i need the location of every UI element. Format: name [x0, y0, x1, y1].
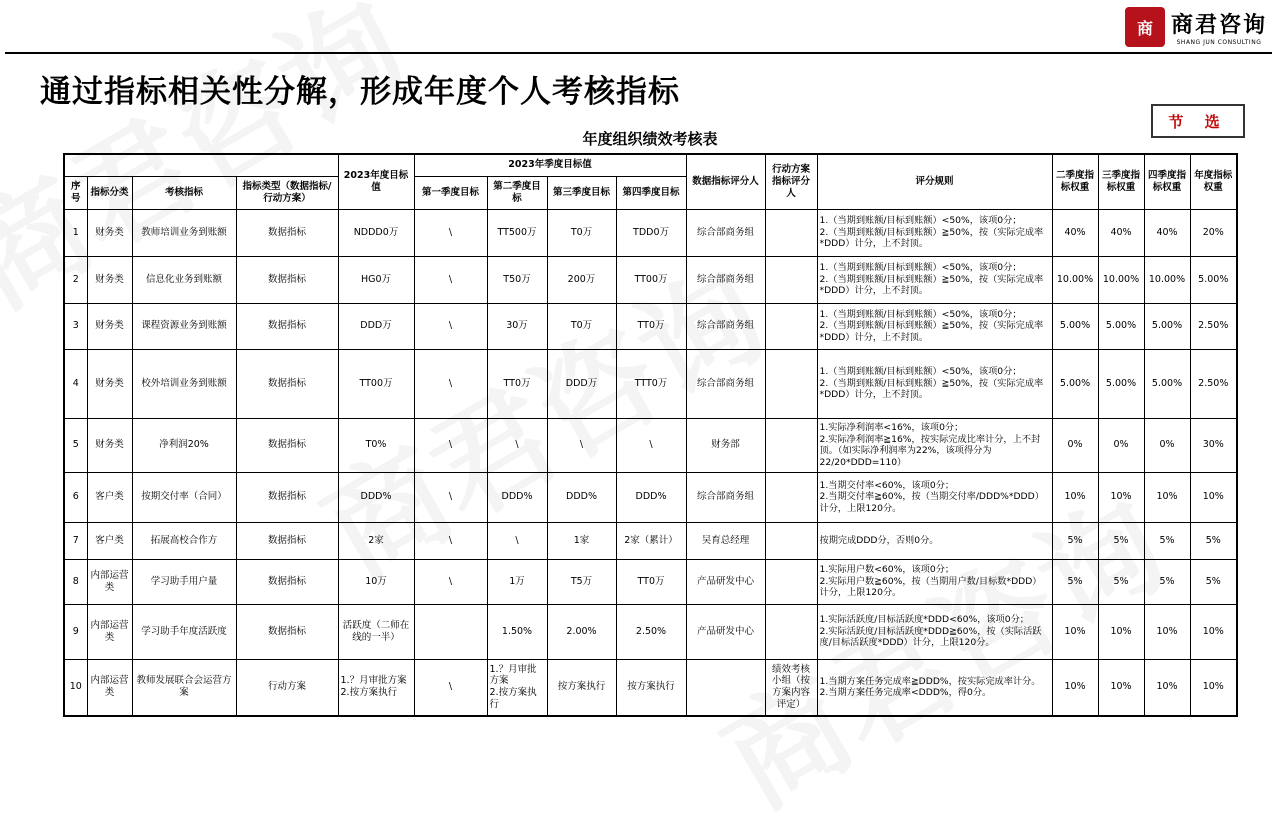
cell-indicator: 校外培训业务到账额 — [132, 349, 236, 418]
cell-indicator: 学习助手年度活跃度 — [132, 604, 236, 659]
cell-q4: 按方案执行 — [616, 659, 686, 716]
cell-q2: \ — [487, 418, 547, 472]
cell-q2: TT500万 — [487, 209, 547, 256]
cell-rule: 1.（当期到账额/目标到账额）<50%，该项0分； 2.（当期到账额/目标到账额）≧50%，按（实际完成率*DDD）计分，上不封顶。 — [817, 349, 1052, 418]
cell-q3: 按方案执行 — [547, 659, 616, 716]
cell-q2: T50万 — [487, 256, 547, 303]
cell-category: 内部运营类 — [87, 559, 132, 604]
cell-category: 内部运营类 — [87, 604, 132, 659]
cell-q2: TT0万 — [487, 349, 547, 418]
cell-action-eval — [765, 303, 817, 349]
cell-q3: 1家 — [547, 522, 616, 559]
cell-q3: 2.00% — [547, 604, 616, 659]
cell-category: 财务类 — [87, 303, 132, 349]
cell-annual: DDD% — [338, 472, 414, 522]
cell-wy: 10% — [1190, 472, 1237, 522]
cell-indicator: 教师培训业务到账额 — [132, 209, 236, 256]
cell-q3: T0万 — [547, 303, 616, 349]
cell-annual: 2家 — [338, 522, 414, 559]
cell-data-eval: 产品研发中心 — [686, 604, 765, 659]
cell-q3: T5万 — [547, 559, 616, 604]
cell-seq: 7 — [64, 522, 87, 559]
cell-q2: 1.？月审批方案 2.按方案执行 — [487, 659, 547, 716]
table-row — [64, 349, 1237, 418]
cell-wy: 2.50% — [1190, 349, 1237, 418]
cell-wy: 5% — [1190, 522, 1237, 559]
company-logo — [1125, 4, 1267, 50]
header-category: 指标分类 — [87, 176, 132, 209]
table-row — [64, 472, 1237, 522]
cell-annual: 1.？月审批方案 2.按方案执行 — [338, 659, 414, 716]
performance-table — [63, 153, 1238, 717]
cell-w2: 5.00% — [1052, 349, 1098, 418]
header-divider — [5, 52, 1272, 54]
cell-wy: 10% — [1190, 659, 1237, 716]
cell-seq: 10 — [64, 659, 87, 716]
cell-w3: 40% — [1098, 209, 1144, 256]
cell-q3: DDD% — [547, 472, 616, 522]
cell-rule: 1.实际活跃度/目标活跃度*DDD<60%，该项0分； 2.实际活跃度/目标活跃度*DDD≧60%，按（实际活跃度/目标活跃度*DDD）计分，上限120分。 — [817, 604, 1052, 659]
cell-w3: 10.00% — [1098, 256, 1144, 303]
cell-q3: 200万 — [547, 256, 616, 303]
cell-w2: 5% — [1052, 559, 1098, 604]
cell-q1: \ — [414, 349, 487, 418]
cell-wy: 30% — [1190, 418, 1237, 472]
cell-action-eval: 绩效考核小组（按方案内容评定） — [765, 659, 817, 716]
cell-w4: 10% — [1144, 659, 1190, 716]
cell-rule: 1.当期交付率<60%，该项0分； 2.当期交付率≧60%，按（当期交付率/DDD%*DDD）计分，上限120分。 — [817, 472, 1052, 522]
header-indicator: 考核指标 — [132, 176, 236, 209]
header-quarter-group: 2023年季度目标值 — [414, 154, 686, 176]
cell-q4: TT0万 — [616, 559, 686, 604]
cell-action-eval — [765, 209, 817, 256]
cell-q1: \ — [414, 559, 487, 604]
cell-q1: \ — [414, 522, 487, 559]
cell-data-eval: 吴育总经理 — [686, 522, 765, 559]
cell-seq: 3 — [64, 303, 87, 349]
cell-data-eval: 综合部商务组 — [686, 303, 765, 349]
table-row — [64, 303, 1237, 349]
cell-annual: T0% — [338, 418, 414, 472]
cell-type: 数据指标 — [236, 522, 338, 559]
cell-q4: \ — [616, 418, 686, 472]
header-w3: 三季度指标权重 — [1098, 154, 1144, 209]
cell-rule: 1.（当期到账额/目标到账额）<50%，该项0分； 2.（当期到账额/目标到账额）≧50%，按（实际完成率*DDD）计分，上不封顶。 — [817, 256, 1052, 303]
cell-q4: TDD0万 — [616, 209, 686, 256]
cell-w4: 10.00% — [1144, 256, 1190, 303]
cell-w4: 0% — [1144, 418, 1190, 472]
cell-category: 客户类 — [87, 522, 132, 559]
cell-rule: 1.（当期到账额/目标到账额）<50%，该项0分； 2.（当期到账额/目标到账额）≧50%，按（实际完成率*DDD）计分，上不封顶。 — [817, 303, 1052, 349]
cell-type: 数据指标 — [236, 303, 338, 349]
page-title: 通过指标相关性分解，形成年度个人考核指标 — [40, 74, 680, 110]
header-q1: 第一季度目标 — [414, 176, 487, 209]
header-seq: 序号 — [64, 176, 87, 209]
cell-annual: NDDD0万 — [338, 209, 414, 256]
header-annual-target: 2023年度目标值 — [338, 154, 414, 209]
cell-seq: 6 — [64, 472, 87, 522]
cell-seq: 9 — [64, 604, 87, 659]
cell-indicator: 净利润20% — [132, 418, 236, 472]
cell-q4: 2.50% — [616, 604, 686, 659]
cell-q4: TT0万 — [616, 303, 686, 349]
cell-q2: DDD% — [487, 472, 547, 522]
cell-q1: \ — [414, 209, 487, 256]
cell-type: 数据指标 — [236, 559, 338, 604]
table-title: 年度组织绩效考核表 — [582, 130, 718, 148]
header-q3: 第三季度目标 — [547, 176, 616, 209]
cell-annual: 10万 — [338, 559, 414, 604]
cell-q4: TT00万 — [616, 256, 686, 303]
cell-w3: 5.00% — [1098, 303, 1144, 349]
cell-category: 内部运营类 — [87, 659, 132, 716]
table-row — [64, 209, 1237, 256]
table-row — [64, 522, 1237, 559]
cell-action-eval — [765, 604, 817, 659]
cell-type: 数据指标 — [236, 418, 338, 472]
cell-w4: 5.00% — [1144, 349, 1190, 418]
cell-indicator: 教师发展联合会运营方案 — [132, 659, 236, 716]
cell-w2: 0% — [1052, 418, 1098, 472]
cell-w3: 10% — [1098, 659, 1144, 716]
cell-w2: 10% — [1052, 472, 1098, 522]
header-wy: 年度指标权重 — [1190, 154, 1237, 209]
cell-annual: 活跃度（二师在线的一半） — [338, 604, 414, 659]
header-w4: 四季度指标权重 — [1144, 154, 1190, 209]
cell-w2: 10% — [1052, 659, 1098, 716]
cell-w3: 5% — [1098, 559, 1144, 604]
cell-q1: \ — [414, 303, 487, 349]
cell-category: 财务类 — [87, 209, 132, 256]
cell-type: 数据指标 — [236, 604, 338, 659]
cell-q3: DDD万 — [547, 349, 616, 418]
cell-rule: 按期完成DDD分，否则0分。 — [817, 522, 1052, 559]
cell-action-eval — [765, 559, 817, 604]
table-row — [64, 604, 1237, 659]
cell-data-eval: 综合部商务组 — [686, 472, 765, 522]
cell-seq: 8 — [64, 559, 87, 604]
cell-wy: 2.50% — [1190, 303, 1237, 349]
cell-w3: 10% — [1098, 604, 1144, 659]
cell-w2: 40% — [1052, 209, 1098, 256]
cell-indicator: 学习助手用户量 — [132, 559, 236, 604]
header-w2: 二季度指标权重 — [1052, 154, 1098, 209]
cell-rule: 1.实际净利润率<16%，该项0分； 2.实际净利润率≧16%，按实际完成比率计分，上不封顶。（如实际净利润率为22%，该项得分为22/20*DDD=110） — [817, 418, 1052, 472]
cell-type: 行动方案 — [236, 659, 338, 716]
cell-w4: 5% — [1144, 522, 1190, 559]
cell-rule: 1.当期方案任务完成率≧DDD%，按实际完成率计分。 2.当期方案任务完成率<DDD%，得0分。 — [817, 659, 1052, 716]
cell-wy: 5% — [1190, 559, 1237, 604]
cell-q2: 1万 — [487, 559, 547, 604]
cell-w2: 10% — [1052, 604, 1098, 659]
cell-data-eval: 综合部商务组 — [686, 256, 765, 303]
logo-badge-icon: 商 — [1125, 7, 1165, 47]
cell-data-eval: 财务部 — [686, 418, 765, 472]
cell-seq: 5 — [64, 418, 87, 472]
table-row — [64, 256, 1237, 303]
cell-indicator: 课程资源业务到账额 — [132, 303, 236, 349]
cell-data-eval: 综合部商务组 — [686, 349, 765, 418]
cell-seq: 4 — [64, 349, 87, 418]
cell-w4: 5% — [1144, 559, 1190, 604]
logo-english: SHANG JUN CONSULTING — [1176, 39, 1262, 46]
cell-wy: 10% — [1190, 604, 1237, 659]
cell-w2: 10.00% — [1052, 256, 1098, 303]
cell-q3: \ — [547, 418, 616, 472]
cell-category: 财务类 — [87, 418, 132, 472]
cell-q2: 1.50% — [487, 604, 547, 659]
header-q4: 第四季度目标 — [616, 176, 686, 209]
cell-action-eval — [765, 349, 817, 418]
header-type: 指标类型（数据指标/行动方案） — [236, 176, 338, 209]
cell-seq: 2 — [64, 256, 87, 303]
cell-category: 财务类 — [87, 349, 132, 418]
header-data-evaluator: 数据指标评分人 — [686, 154, 765, 209]
cell-w2: 5.00% — [1052, 303, 1098, 349]
cell-action-eval — [765, 256, 817, 303]
cell-annual: TT00万 — [338, 349, 414, 418]
header-rule: 评分规则 — [817, 154, 1052, 209]
cell-q4: DDD% — [616, 472, 686, 522]
cell-w4: 40% — [1144, 209, 1190, 256]
cell-rule: 1.（当期到账额/目标到账额）<50%，该项0分； 2.（当期到账额/目标到账额）≧50%，按（实际完成率*DDD）计分，上不封顶。 — [817, 209, 1052, 256]
header-blank — [64, 154, 338, 176]
cell-type: 数据指标 — [236, 349, 338, 418]
cell-indicator: 信息化业务到账额 — [132, 256, 236, 303]
cell-type: 数据指标 — [236, 209, 338, 256]
cell-category: 财务类 — [87, 256, 132, 303]
cell-seq: 1 — [64, 209, 87, 256]
cell-w2: 5% — [1052, 522, 1098, 559]
cell-q1 — [414, 604, 487, 659]
cell-data-eval: 产品研发中心 — [686, 559, 765, 604]
cell-indicator: 按期交付率（合同） — [132, 472, 236, 522]
cell-indicator: 拓展高校合作方 — [132, 522, 236, 559]
header-action-evaluator: 行动方案指标评分人 — [765, 154, 817, 209]
cell-w4: 5.00% — [1144, 303, 1190, 349]
cell-category: 客户类 — [87, 472, 132, 522]
cell-action-eval — [765, 522, 817, 559]
table-row — [64, 418, 1237, 472]
cell-q2: \ — [487, 522, 547, 559]
cell-w4: 10% — [1144, 604, 1190, 659]
cell-wy: 20% — [1190, 209, 1237, 256]
cell-q2: 30万 — [487, 303, 547, 349]
cell-q1: \ — [414, 472, 487, 522]
table-row — [64, 659, 1237, 716]
cell-q3: T0万 — [547, 209, 616, 256]
cell-data-eval: 综合部商务组 — [686, 209, 765, 256]
cell-wy: 5.00% — [1190, 256, 1237, 303]
cell-w3: 5.00% — [1098, 349, 1144, 418]
cell-action-eval — [765, 472, 817, 522]
table-row — [64, 559, 1237, 604]
cell-w3: 10% — [1098, 472, 1144, 522]
excerpt-stamp: 节 选 — [1151, 104, 1245, 138]
cell-annual: DDD万 — [338, 303, 414, 349]
cell-rule: 1.实际用户数<60%，该项0分； 2.实际用户数≧60%，按（当期用户数/目标数*DDD）计分，上限120分。 — [817, 559, 1052, 604]
cell-q1: \ — [414, 256, 487, 303]
cell-action-eval — [765, 418, 817, 472]
cell-w3: 5% — [1098, 522, 1144, 559]
cell-annual: HG0万 — [338, 256, 414, 303]
cell-q4: TTT0万 — [616, 349, 686, 418]
cell-type: 数据指标 — [236, 472, 338, 522]
cell-w3: 0% — [1098, 418, 1144, 472]
cell-data-eval — [686, 659, 765, 716]
logo-name: 商君咨询 — [1170, 12, 1267, 38]
header-q2: 第二季度目标 — [487, 176, 547, 209]
cell-q1: \ — [414, 418, 487, 472]
cell-type: 数据指标 — [236, 256, 338, 303]
cell-q1: \ — [414, 659, 487, 716]
cell-w4: 10% — [1144, 472, 1190, 522]
cell-q4: 2家（累计） — [616, 522, 686, 559]
